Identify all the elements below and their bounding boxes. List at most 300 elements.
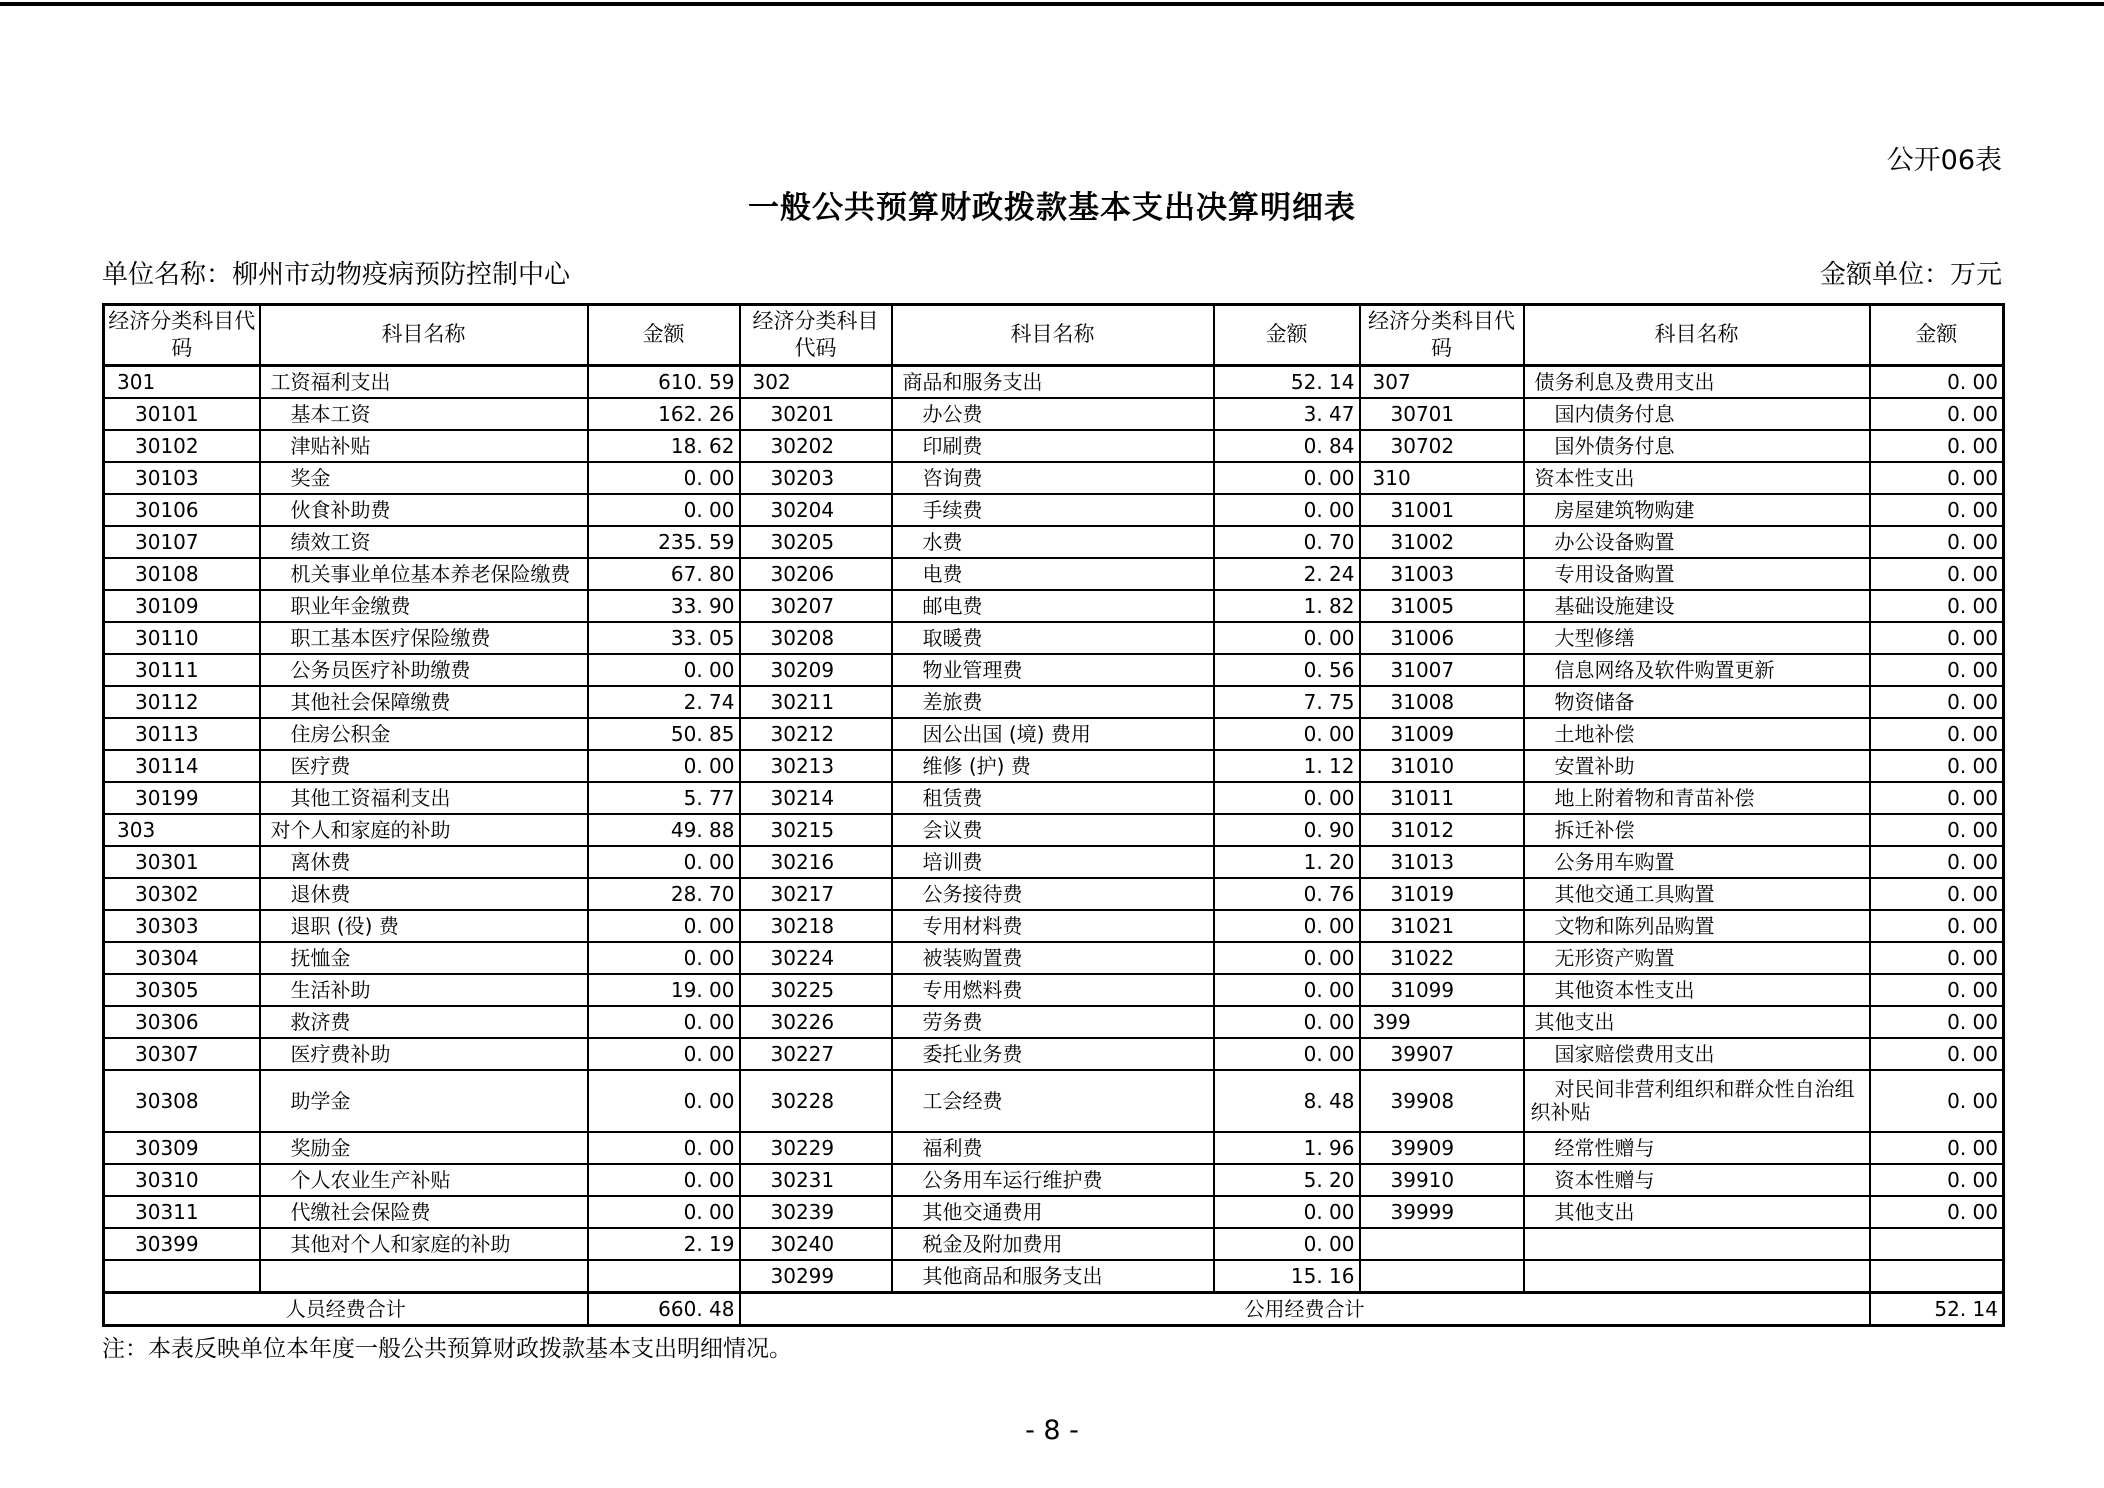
table-row	[104, 1164, 2004, 1196]
name-cell: 国内债务付息	[1524, 398, 1870, 430]
amount-cell: 8. 48	[1214, 1070, 1360, 1132]
code-cell: 30205	[740, 526, 892, 558]
code-cell: 30228	[740, 1070, 892, 1132]
table-row	[104, 1260, 2004, 1293]
code-cell: 30103	[104, 462, 260, 494]
table-row	[104, 622, 2004, 654]
code-cell	[104, 1260, 260, 1293]
amount-cell: 5. 77	[588, 782, 740, 814]
code-cell	[1360, 1228, 1524, 1260]
code-cell: 30110	[104, 622, 260, 654]
name-cell: 水费	[892, 526, 1214, 558]
column-header-name: 科目名称	[892, 305, 1214, 366]
name-cell: 基本工资	[260, 398, 588, 430]
amount-cell: 0. 00	[1214, 910, 1360, 942]
table-row	[104, 462, 2004, 494]
code-cell: 30209	[740, 654, 892, 686]
table-row	[104, 526, 2004, 558]
amount-cell: 0. 00	[1870, 942, 2004, 974]
table-row	[104, 590, 2004, 622]
page-number: - 8 -	[1025, 1415, 1079, 1446]
name-cell: 职业年金缴费	[260, 590, 588, 622]
name-cell: 公务用车运行维护费	[892, 1164, 1214, 1196]
name-cell: 国外债务付息	[1524, 430, 1870, 462]
code-cell: 31010	[1360, 750, 1524, 782]
name-cell: 办公费	[892, 398, 1214, 430]
code-cell: 31005	[1360, 590, 1524, 622]
code-cell: 31003	[1360, 558, 1524, 590]
amount-cell: 0. 00	[1870, 750, 2004, 782]
name-cell: 奖金	[260, 462, 588, 494]
column-header-amount: 金额	[1870, 305, 2004, 366]
name-cell: 大型修缮	[1524, 622, 1870, 654]
table-row	[104, 654, 2004, 686]
name-cell: 土地补偿	[1524, 718, 1870, 750]
code-cell: 307	[1360, 366, 1524, 399]
code-cell: 30211	[740, 686, 892, 718]
code-cell: 30305	[104, 974, 260, 1006]
name-cell: 对民间非营利组织和群众性自治组织补贴	[1524, 1070, 1870, 1132]
name-cell: 咨询费	[892, 462, 1214, 494]
name-cell: 工资福利支出	[260, 366, 588, 399]
code-cell: 30308	[104, 1070, 260, 1132]
name-cell: 公务用车购置	[1524, 846, 1870, 878]
name-cell: 资本性支出	[1524, 462, 1870, 494]
name-cell: 其他支出	[1524, 1006, 1870, 1038]
name-cell: 生活补助	[260, 974, 588, 1006]
code-cell: 30208	[740, 622, 892, 654]
code-cell: 31013	[1360, 846, 1524, 878]
table-row	[104, 366, 2004, 399]
code-cell: 30306	[104, 1006, 260, 1038]
personnel-total-cell: 660. 48	[588, 1293, 740, 1326]
name-cell: 对个人和家庭的补助	[260, 814, 588, 846]
code-cell: 39910	[1360, 1164, 1524, 1196]
code-cell: 30114	[104, 750, 260, 782]
amount-cell: 0. 00	[588, 846, 740, 878]
amount-cell: 0. 00	[1870, 526, 2004, 558]
table-area	[102, 303, 2002, 1446]
code-cell	[1360, 1260, 1524, 1293]
code-cell: 31011	[1360, 782, 1524, 814]
name-cell: 税金及附加费用	[892, 1228, 1214, 1260]
amount-cell: 15. 16	[1214, 1260, 1360, 1293]
name-cell: 租赁费	[892, 782, 1214, 814]
amount-cell: 0. 00	[588, 462, 740, 494]
name-cell	[1524, 1228, 1870, 1260]
code-cell: 31008	[1360, 686, 1524, 718]
code-cell: 30201	[740, 398, 892, 430]
amount-cell: 0. 70	[1214, 526, 1360, 558]
unit-name-label: 单位名称：柳州市动物疫病预防控制中心	[102, 260, 571, 290]
code-cell: 30307	[104, 1038, 260, 1070]
name-cell: 住房公积金	[260, 718, 588, 750]
code-cell: 30207	[740, 590, 892, 622]
name-cell: 债务利息及费用支出	[1524, 366, 1870, 399]
name-cell: 印刷费	[892, 430, 1214, 462]
totals-row	[104, 1293, 2004, 1326]
column-header-name: 科目名称	[260, 305, 588, 366]
name-cell: 其他工资福利支出	[260, 782, 588, 814]
amount-cell: 18. 62	[588, 430, 740, 462]
table-row	[104, 686, 2004, 718]
amount-cell: 0. 00	[1214, 1196, 1360, 1228]
code-cell: 30240	[740, 1228, 892, 1260]
code-cell: 31006	[1360, 622, 1524, 654]
name-cell: 手续费	[892, 494, 1214, 526]
amount-cell: 0. 00	[1214, 622, 1360, 654]
table-header	[104, 305, 2004, 366]
table-row	[104, 1006, 2004, 1038]
amount-cell: 33. 90	[588, 590, 740, 622]
column-header-amount: 金额	[1214, 305, 1360, 366]
name-cell: 福利费	[892, 1132, 1214, 1164]
amount-cell: 0. 00	[1870, 1196, 2004, 1228]
table-row	[104, 910, 2004, 942]
name-cell: 办公设备购置	[1524, 526, 1870, 558]
name-cell: 文物和陈列品购置	[1524, 910, 1870, 942]
table-footer	[104, 1293, 2004, 1326]
amount-cell: 0. 00	[588, 942, 740, 974]
amount-cell	[588, 1260, 740, 1293]
amount-cell: 0. 00	[588, 1038, 740, 1070]
amount-cell: 0. 56	[1214, 654, 1360, 686]
code-cell: 30203	[740, 462, 892, 494]
table-row	[104, 846, 2004, 878]
amount-cell: 0. 00	[1870, 622, 2004, 654]
table-row	[104, 430, 2004, 462]
amount-cell: 1. 82	[1214, 590, 1360, 622]
code-cell: 39908	[1360, 1070, 1524, 1132]
name-cell: 其他资本性支出	[1524, 974, 1870, 1006]
amount-cell: 1. 96	[1214, 1132, 1360, 1164]
name-cell	[260, 1260, 588, 1293]
name-cell: 物资储备	[1524, 686, 1870, 718]
code-cell: 301	[104, 366, 260, 399]
meta-row	[102, 254, 2002, 291]
table-row	[104, 878, 2004, 910]
name-cell: 国家赔偿费用支出	[1524, 1038, 1870, 1070]
code-cell: 30303	[104, 910, 260, 942]
code-cell: 399	[1360, 1006, 1524, 1038]
name-cell: 离休费	[260, 846, 588, 878]
table-note: 注：本表反映单位本年度一般公共预算财政拨款基本支出明细情况。	[102, 1336, 792, 1362]
amount-cell: 0. 00	[1870, 782, 2004, 814]
code-cell: 31002	[1360, 526, 1524, 558]
name-cell: 差旅费	[892, 686, 1214, 718]
code-cell: 30217	[740, 878, 892, 910]
name-cell: 代缴社会保险费	[260, 1196, 588, 1228]
code-cell: 31099	[1360, 974, 1524, 1006]
code-cell: 30218	[740, 910, 892, 942]
name-cell: 其他商品和服务支出	[892, 1260, 1214, 1293]
code-cell: 39999	[1360, 1196, 1524, 1228]
code-cell: 30399	[104, 1228, 260, 1260]
table-row	[104, 750, 2004, 782]
name-cell: 商品和服务支出	[892, 366, 1214, 399]
code-cell: 39907	[1360, 1038, 1524, 1070]
code-cell: 30304	[104, 942, 260, 974]
amount-cell	[1870, 1260, 2004, 1293]
table-row	[104, 718, 2004, 750]
name-cell: 拆迁补偿	[1524, 814, 1870, 846]
amount-cell: 5. 20	[1214, 1164, 1360, 1196]
name-cell: 医疗费补助	[260, 1038, 588, 1070]
code-cell: 30102	[104, 430, 260, 462]
amount-cell: 0. 00	[1870, 1164, 2004, 1196]
amount-cell: 0. 00	[1214, 1228, 1360, 1260]
page-title: 一般公共预算财政拨款基本支出决算明细表	[748, 190, 1356, 226]
code-cell: 30111	[104, 654, 260, 686]
amount-cell: 0. 00	[1870, 846, 2004, 878]
code-cell: 30302	[104, 878, 260, 910]
column-header-code: 经济分类科目代码	[1360, 305, 1524, 366]
name-cell: 无形资产购置	[1524, 942, 1870, 974]
amount-cell: 50. 85	[588, 718, 740, 750]
name-cell: 取暖费	[892, 622, 1214, 654]
amount-cell: 0. 00	[1870, 1070, 2004, 1132]
code-cell: 31022	[1360, 942, 1524, 974]
name-cell: 伙食补助费	[260, 494, 588, 526]
amount-cell: 2. 24	[1214, 558, 1360, 590]
table-row	[104, 942, 2004, 974]
code-cell: 31012	[1360, 814, 1524, 846]
public-total-label-cell: 公用经费合计	[740, 1293, 1870, 1326]
code-cell: 30701	[1360, 398, 1524, 430]
name-cell: 资本性赠与	[1524, 1164, 1870, 1196]
code-cell: 31021	[1360, 910, 1524, 942]
amount-cell: 0. 00	[1214, 974, 1360, 1006]
name-cell: 公务员医疗补助缴费	[260, 654, 588, 686]
code-cell: 303	[104, 814, 260, 846]
amount-cell: 0. 00	[1870, 1006, 2004, 1038]
amount-cell: 0. 00	[1870, 814, 2004, 846]
name-cell: 专用设备购置	[1524, 558, 1870, 590]
personnel-total-label-cell: 人员经费合计	[104, 1293, 588, 1326]
table-row	[104, 1070, 2004, 1132]
amount-cell: 0. 00	[588, 654, 740, 686]
code-cell: 30301	[104, 846, 260, 878]
amount-cell: 0. 00	[1870, 1132, 2004, 1164]
code-cell: 30109	[104, 590, 260, 622]
code-cell: 30202	[740, 430, 892, 462]
code-cell: 31009	[1360, 718, 1524, 750]
name-cell: 安置补助	[1524, 750, 1870, 782]
form-code-label: 公开06表	[1886, 145, 2002, 176]
code-cell: 30112	[104, 686, 260, 718]
amount-cell: 0. 00	[1870, 366, 2004, 399]
code-cell: 30311	[104, 1196, 260, 1228]
name-cell: 房屋建筑物购建	[1524, 494, 1870, 526]
amount-cell: 1. 12	[1214, 750, 1360, 782]
amount-cell: 610. 59	[588, 366, 740, 399]
name-cell: 经常性赠与	[1524, 1132, 1870, 1164]
amount-cell: 0. 00	[588, 1070, 740, 1132]
amount-cell: 0. 76	[1214, 878, 1360, 910]
amount-cell: 0. 00	[588, 1196, 740, 1228]
code-cell: 30224	[740, 942, 892, 974]
amount-unit-label: 金额单位：万元	[1819, 260, 2002, 290]
amount-cell: 0. 00	[1870, 878, 2004, 910]
name-cell: 培训费	[892, 846, 1214, 878]
name-cell: 公务接待费	[892, 878, 1214, 910]
column-header-amount: 金额	[588, 305, 740, 366]
code-cell: 30106	[104, 494, 260, 526]
amount-cell: 0. 00	[1214, 718, 1360, 750]
name-cell: 其他交通工具购置	[1524, 878, 1870, 910]
code-cell: 31007	[1360, 654, 1524, 686]
amount-cell: 28. 70	[588, 878, 740, 910]
amount-cell: 0. 00	[1870, 590, 2004, 622]
amount-cell: 0. 84	[1214, 430, 1360, 462]
header-row	[104, 305, 2004, 366]
amount-cell: 235. 59	[588, 526, 740, 558]
table-row	[104, 558, 2004, 590]
public-total-cell: 52. 14	[1870, 1293, 2004, 1326]
code-cell: 31019	[1360, 878, 1524, 910]
name-cell: 绩效工资	[260, 526, 588, 558]
table-row	[104, 1038, 2004, 1070]
amount-cell: 0. 00	[1870, 1038, 2004, 1070]
table-row	[104, 1228, 2004, 1260]
name-cell: 委托业务费	[892, 1038, 1214, 1070]
amount-cell: 0. 00	[1214, 942, 1360, 974]
table-row	[104, 494, 2004, 526]
code-cell: 30299	[740, 1260, 892, 1293]
amount-cell: 0. 00	[588, 1006, 740, 1038]
amount-cell: 7. 75	[1214, 686, 1360, 718]
amount-cell: 0. 00	[1870, 398, 2004, 430]
amount-cell: 162. 26	[588, 398, 740, 430]
table-body	[104, 366, 2004, 1293]
name-cell: 工会经费	[892, 1070, 1214, 1132]
code-cell: 30309	[104, 1132, 260, 1164]
name-cell: 专用燃料费	[892, 974, 1214, 1006]
name-cell: 信息网络及软件购置更新	[1524, 654, 1870, 686]
name-cell: 因公出国 (境) 费用	[892, 718, 1214, 750]
column-header-code: 经济分类科目代码	[104, 305, 260, 366]
name-cell: 机关事业单位基本养老保险缴费	[260, 558, 588, 590]
amount-cell: 0. 00	[1870, 462, 2004, 494]
name-cell: 基础设施建设	[1524, 590, 1870, 622]
name-cell: 助学金	[260, 1070, 588, 1132]
code-cell: 30204	[740, 494, 892, 526]
amount-cell: 0. 00	[1870, 910, 2004, 942]
code-cell: 310	[1360, 462, 1524, 494]
name-cell: 救济费	[260, 1006, 588, 1038]
amount-cell: 0. 00	[1870, 654, 2004, 686]
name-cell: 奖励金	[260, 1132, 588, 1164]
code-cell: 30215	[740, 814, 892, 846]
name-cell: 退职 (役) 费	[260, 910, 588, 942]
amount-cell: 0. 00	[588, 750, 740, 782]
table-row	[104, 398, 2004, 430]
amount-cell: 0. 00	[1214, 1006, 1360, 1038]
table-row	[104, 782, 2004, 814]
code-cell: 31001	[1360, 494, 1524, 526]
code-cell: 30213	[740, 750, 892, 782]
code-cell: 30702	[1360, 430, 1524, 462]
amount-cell: 0. 00	[588, 910, 740, 942]
name-cell: 专用材料费	[892, 910, 1214, 942]
name-cell: 职工基本医疗保险缴费	[260, 622, 588, 654]
amount-cell: 0. 90	[1214, 814, 1360, 846]
amount-cell: 0. 00	[1214, 462, 1360, 494]
amount-cell: 0. 00	[588, 494, 740, 526]
code-cell: 30310	[104, 1164, 260, 1196]
code-cell: 30216	[740, 846, 892, 878]
amount-cell: 0. 00	[1870, 718, 2004, 750]
name-cell: 退休费	[260, 878, 588, 910]
code-cell: 30101	[104, 398, 260, 430]
code-cell: 30108	[104, 558, 260, 590]
code-cell: 30107	[104, 526, 260, 558]
expenditure-detail-table	[102, 303, 2005, 1327]
amount-cell: 0. 00	[1870, 494, 2004, 526]
table-row	[104, 1132, 2004, 1164]
code-cell: 30113	[104, 718, 260, 750]
name-cell: 维修 (护) 费	[892, 750, 1214, 782]
amount-cell: 49. 88	[588, 814, 740, 846]
amount-cell: 33. 05	[588, 622, 740, 654]
name-cell: 津贴补贴	[260, 430, 588, 462]
amount-cell: 2. 19	[588, 1228, 740, 1260]
amount-cell: 0. 00	[588, 1164, 740, 1196]
amount-cell: 0. 00	[1214, 782, 1360, 814]
name-cell: 邮电费	[892, 590, 1214, 622]
name-cell: 医疗费	[260, 750, 588, 782]
name-cell: 其他社会保障缴费	[260, 686, 588, 718]
code-cell: 302	[740, 366, 892, 399]
code-cell: 30226	[740, 1006, 892, 1038]
code-cell: 30214	[740, 782, 892, 814]
code-cell: 39909	[1360, 1132, 1524, 1164]
amount-cell: 0. 00	[1870, 686, 2004, 718]
name-cell: 劳务费	[892, 1006, 1214, 1038]
code-cell: 30239	[740, 1196, 892, 1228]
code-cell: 30229	[740, 1132, 892, 1164]
code-cell: 30199	[104, 782, 260, 814]
amount-cell: 0. 00	[588, 1132, 740, 1164]
amount-cell: 0. 00	[1870, 974, 2004, 1006]
amount-cell	[1870, 1228, 2004, 1260]
amount-cell: 2. 74	[588, 686, 740, 718]
top-border-line	[0, 2, 2104, 6]
table-row	[104, 974, 2004, 1006]
name-cell: 其他交通费用	[892, 1196, 1214, 1228]
name-cell	[1524, 1260, 1870, 1293]
amount-cell: 1. 20	[1214, 846, 1360, 878]
name-cell: 物业管理费	[892, 654, 1214, 686]
name-cell: 电费	[892, 558, 1214, 590]
column-header-name: 科目名称	[1524, 305, 1870, 366]
name-cell: 其他对个人和家庭的补助	[260, 1228, 588, 1260]
amount-cell: 0. 00	[1214, 494, 1360, 526]
table-row	[104, 814, 2004, 846]
amount-cell: 0. 00	[1870, 558, 2004, 590]
code-cell: 30227	[740, 1038, 892, 1070]
code-cell: 30225	[740, 974, 892, 1006]
name-cell: 其他支出	[1524, 1196, 1870, 1228]
column-header-code: 经济分类科目代码	[740, 305, 892, 366]
amount-cell: 52. 14	[1214, 366, 1360, 399]
name-cell: 抚恤金	[260, 942, 588, 974]
name-cell: 地上附着物和青苗补偿	[1524, 782, 1870, 814]
amount-cell: 3. 47	[1214, 398, 1360, 430]
amount-cell: 0. 00	[1870, 430, 2004, 462]
amount-cell: 0. 00	[1214, 1038, 1360, 1070]
code-cell: 30206	[740, 558, 892, 590]
